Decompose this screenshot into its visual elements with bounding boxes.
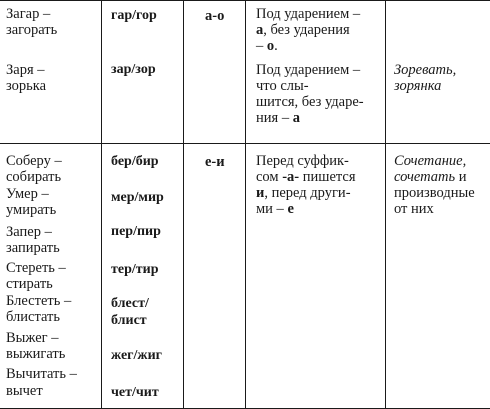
word-pair: блистать xyxy=(6,309,60,325)
exception-line: от них xyxy=(394,201,434,217)
word-pair: Стереть – xyxy=(6,260,66,276)
rule-line: шится, без ударе- xyxy=(256,94,364,110)
col-divider-3 xyxy=(245,0,246,409)
rule-line: – о. xyxy=(256,38,278,54)
rule-line: Под ударением – xyxy=(256,62,361,78)
root-blist: блист xyxy=(111,313,147,328)
root-blest: блест/ xyxy=(111,296,149,311)
word-pair: умирать xyxy=(6,202,57,218)
col-divider-1 xyxy=(101,0,102,409)
rule-line: ния – а xyxy=(256,110,300,126)
col-divider-2 xyxy=(183,0,184,409)
root-zheg-zhig: жег/жиг xyxy=(111,348,163,363)
word-pair: Умер – xyxy=(6,186,49,202)
vowels-a-o: а-о xyxy=(205,8,225,24)
root-chet-chit: чет/чит xyxy=(111,385,159,400)
word-pair: Вычитать – xyxy=(6,366,77,382)
exception-line: Зоревать, xyxy=(394,62,457,78)
word-pair: запирать xyxy=(6,240,60,256)
vowels-e-i: е-и xyxy=(205,154,225,170)
word-zarya: Заря – xyxy=(6,62,45,78)
word-zagar: Загар – xyxy=(6,6,51,22)
rule-line: Перед суффик- xyxy=(256,153,349,169)
word-pair: Блестеть – xyxy=(6,293,72,309)
exception-line: зорянка xyxy=(394,78,442,94)
word-zorka: зорька xyxy=(6,78,47,94)
exception-line: сочетать и xyxy=(394,169,467,185)
word-zagorat: загорать xyxy=(6,22,58,38)
word-pair: Выжег – xyxy=(6,330,59,346)
rule-line: Под ударением – xyxy=(256,6,361,22)
root-zar-zor: зар/зор xyxy=(111,62,156,77)
root-mer-mir: мер/мир xyxy=(111,190,164,205)
word-pair: собирать xyxy=(6,169,62,185)
exception-line: производные xyxy=(394,185,475,201)
word-pair: выжигать xyxy=(6,346,66,362)
root-per-pir: пер/пир xyxy=(111,224,161,239)
rule-line: сом -а- пишется xyxy=(256,169,356,185)
root-ber-bir: бер/бир xyxy=(111,154,159,169)
word-pair: Соберу – xyxy=(6,153,62,169)
word-pair: вычет xyxy=(6,383,43,399)
exception-line: Сочетание, xyxy=(394,153,467,169)
rule-line: а, без ударения xyxy=(256,22,350,38)
rule-line: ми – е xyxy=(256,201,294,217)
word-pair: стирать xyxy=(6,276,53,292)
word-pair: Запер – xyxy=(6,224,52,240)
root-ter-tir: тер/тир xyxy=(111,262,159,277)
root-gar-gor: гар/гор xyxy=(111,8,157,23)
col-divider-4 xyxy=(385,0,386,409)
rule-line: и, перед други- xyxy=(256,185,351,201)
rule-line: что слы- xyxy=(256,78,309,94)
